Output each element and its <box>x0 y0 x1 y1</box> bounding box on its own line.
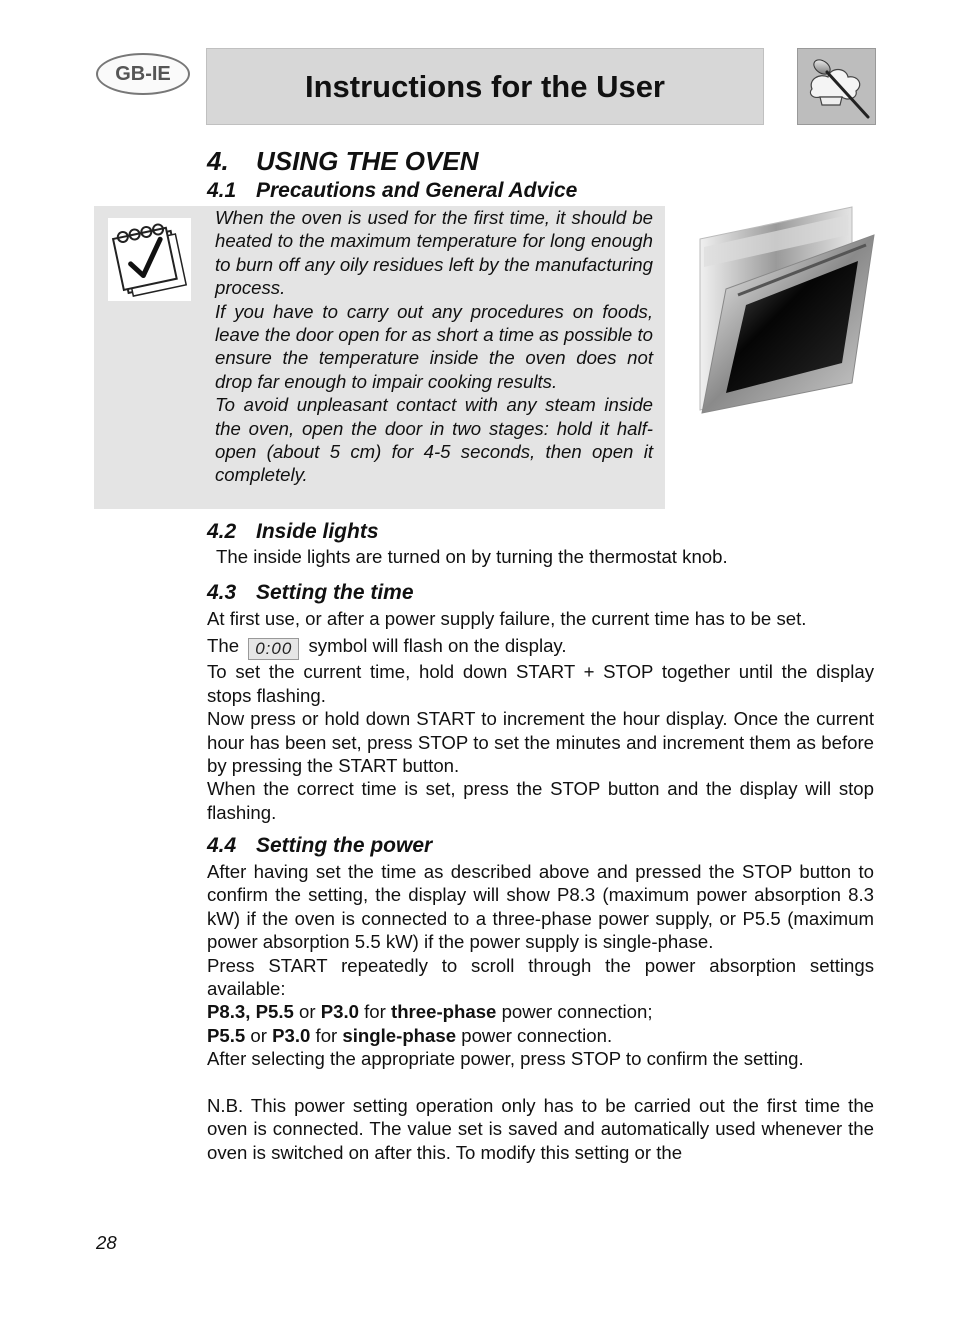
subsection-title: Inside lights <box>256 520 379 543</box>
time-paragraph: When the correct time is set, press the STOP button and the display will stop flashing. <box>207 778 874 823</box>
subsection-title: Precautions and General Advice <box>256 179 578 202</box>
lcd-time-symbol: 0:00 <box>248 638 299 660</box>
single-phase-line <box>207 1024 874 1047</box>
language-badge: GB-IE <box>96 53 190 95</box>
text-fragment: for <box>310 1024 343 1046</box>
blank-line <box>207 1071 874 1094</box>
connection-type: three-phase <box>391 1001 497 1023</box>
section-heading <box>207 146 478 177</box>
subsection-number: 4.3 <box>207 581 237 604</box>
notepad-checkmark-icon <box>108 218 191 301</box>
subsection-number: 4.4 <box>207 834 237 857</box>
text-fragment: The <box>207 635 240 657</box>
text-fragment: or <box>293 1001 321 1023</box>
page-title: Instructions for the User <box>206 48 764 125</box>
chef-spoon-icon <box>797 48 876 125</box>
text-fragment: symbol will flash on the display. <box>308 635 567 657</box>
page-number: 28 <box>96 1232 117 1253</box>
time-paragraph: Now press or hold down START to increment the hour display. Once the current hour has been set, press STOP to set the minutes and increment them as before by pressing the START button. <box>207 708 874 777</box>
nb-paragraph: N.B. This power setting operation only has to be carried out the first time the oven is connected. The value set is saved and automatically used whenever the oven is switched on after this. To modify this setting or the <box>207 1095 874 1163</box>
power-setting-value: P3.0 <box>272 1024 311 1046</box>
text-fragment: or <box>245 1024 273 1046</box>
time-paragraph-symbol <box>207 634 874 660</box>
subsection-heading-4-1 <box>207 179 577 203</box>
subsection-title: Setting the time <box>256 581 414 604</box>
subsection-number: 4.2 <box>207 520 237 543</box>
power-paragraph: After having set the time as described above and pressed the STOP button to confirm the setting, the display will show P8.3 (maximum power absorption 8.3 kW) if the oven is connected to a three-phase power supply, or P5.5 (maximum power absorption 5.5 kW) if the power supply is single-phase. <box>207 861 874 953</box>
text-fragment: power connection; <box>496 1001 653 1023</box>
text-fragment: power connection. <box>456 1024 613 1046</box>
inside-lights-text: The inside lights are turned on by turning the thermostat knob. <box>216 546 728 567</box>
subsection-title: Setting the power <box>256 834 433 857</box>
power-setting-value: P5.5 <box>207 1024 246 1046</box>
advice-paragraph: To avoid unpleasant contact with any steam inside the oven, open the door in two stages: hold it half-open (about 5 cm) for 4-5 seconds, then open it completely. <box>215 394 653 486</box>
advice-paragraph: If you have to carry out any procedures on foods, leave the door open for as short a time as possible to ensure the temperature inside the oven does not drop far enough to impair cooking results. <box>215 300 653 392</box>
setting-power-text <box>207 860 874 1164</box>
connection-type: single-phase <box>342 1024 457 1046</box>
power-paragraph: Press START repeatedly to scroll through the power absorption settings available: <box>207 954 874 1000</box>
advice-paragraph: When the oven is used for the first time, it should be heated to the maximum temperature for long enough to burn off any oily residues left by the manufacturing process. <box>215 207 653 299</box>
advice-text <box>215 206 653 487</box>
section-title: USING THE OVEN <box>256 146 479 176</box>
subsection-heading-4-4 <box>207 834 432 858</box>
setting-time-text <box>207 607 874 824</box>
time-paragraph: At first use, or after a power supply failure, the current time has to be set. <box>207 608 807 629</box>
power-setting-value: P3.0 <box>320 1001 359 1023</box>
power-paragraph: After selecting the appropriate power, press STOP to confirm the setting. <box>207 1048 804 1070</box>
subsection-number: 4.1 <box>207 179 237 202</box>
section-number: 4. <box>207 146 229 176</box>
oven-door-half-open-image <box>696 205 876 415</box>
text-fragment: for <box>358 1001 391 1023</box>
power-setting-values: P8.3, P5.5 <box>207 1001 294 1023</box>
three-phase-line <box>207 1000 874 1023</box>
subsection-heading-4-3 <box>207 581 414 605</box>
subsection-heading-4-2 <box>207 520 379 544</box>
time-paragraph: To set the current time, hold down START + STOP together until the display stops flashing. <box>207 661 874 706</box>
